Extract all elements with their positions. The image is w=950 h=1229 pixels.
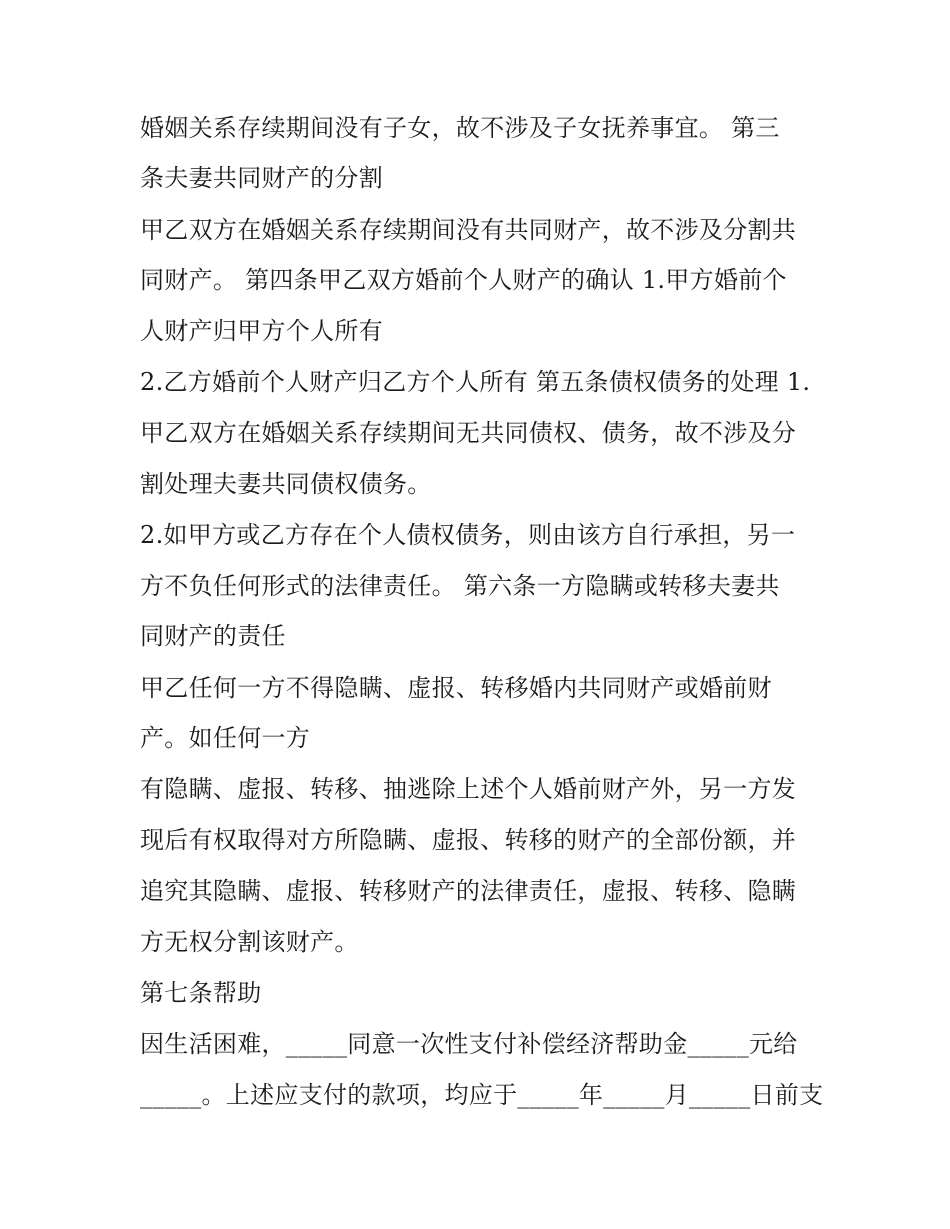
text-line: 割处理夫妻共同债权债务。 bbox=[140, 470, 432, 498]
text-line: 第七条帮助 bbox=[140, 979, 262, 1007]
text-line: 因生活困难，_____同意一次性支付补偿经济帮助金_____元给 bbox=[140, 1030, 798, 1058]
text-line: _____。上述应支付的款项，均应于_____年_____月_____日前支 bbox=[140, 1081, 824, 1109]
text-line: 同财产。 第四条甲乙双方婚前个人财产的确认 1.甲方婚前个 bbox=[140, 266, 787, 294]
text-line: 同财产的责任 bbox=[140, 622, 286, 650]
text-line: 产。如任何一方 bbox=[140, 724, 311, 752]
text-line: 甲乙双方在婚姻关系存续期间没有共同财产，故不涉及分割共 bbox=[140, 216, 797, 244]
text-line: 甲乙任何一方不得隐瞒、虚报、转移婚内共同财产或婚前财 bbox=[140, 674, 772, 702]
text-line: 方不负任何形式的法律责任。 第六条一方隐瞒或转移夫妻共 bbox=[140, 572, 780, 600]
text-line: 有隐瞒、虚报、转移、抽逃除上述个人婚前财产外，另一方发 bbox=[140, 775, 797, 803]
text-line: 条夫妻共同财产的分割 bbox=[140, 164, 383, 192]
text-line: 方无权分割该财产。 bbox=[140, 928, 359, 956]
text-line: 现后有权取得对方所隐瞒、虚报、转移的财产的全部份额，并 bbox=[140, 826, 797, 854]
text-line: 婚姻关系存续期间没有子女，故不涉及子女抚养事宜。 第三 bbox=[140, 114, 780, 142]
text-line: 2.如甲方或乙方存在个人债权债务，则由该方自行承担，另一 bbox=[140, 521, 796, 549]
text-line: 人财产归甲方个人所有 bbox=[140, 317, 383, 345]
text-line: 追究其隐瞒、虚报、转移财产的法律责任，虚报、转移、隐瞒 bbox=[140, 877, 797, 905]
text-line: 甲乙双方在婚姻关系存续期间无共同债权、债务，故不涉及分 bbox=[140, 419, 797, 447]
text-line: 2.乙方婚前个人财产归乙方个人所有 第五条债权债务的处理 1. bbox=[140, 368, 811, 396]
